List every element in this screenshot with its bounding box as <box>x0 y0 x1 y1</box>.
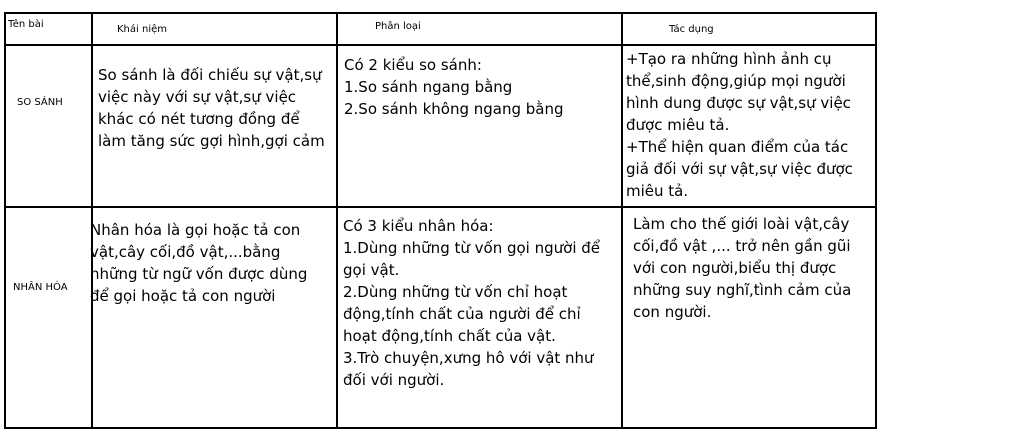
text-line: được miêu tả. <box>626 116 730 134</box>
row-divider <box>4 206 877 208</box>
text-line: Nhân hóa là gọi hoặc tả con <box>90 221 301 239</box>
table-bottom-border <box>4 427 877 429</box>
column-divider-2 <box>336 12 338 429</box>
text-line: giả đối với sự vật,sự việc được <box>626 160 853 178</box>
row-name-so-sanh: SO SÁNH <box>17 97 63 108</box>
header-khai-niem: Khái niệm <box>117 24 167 35</box>
so-sanh-classification <box>344 54 564 120</box>
text-line: gọi vật. <box>343 261 400 279</box>
text-line: cối,đồ vật ,... trở nên gần gũi <box>633 237 851 255</box>
text-line: những từ ngữ vốn được dùng <box>90 265 308 283</box>
text-line: Có 3 kiểu nhân hóa: <box>343 217 494 235</box>
header-ten-bai: Tên bài <box>8 19 44 30</box>
text-line: hình dung được sự vật,sự việc <box>626 94 851 112</box>
text-line: làm tăng sức gợi hình,gợi cảm <box>98 132 325 150</box>
text-line: Có 2 kiểu so sánh: <box>344 56 482 74</box>
table-left-border <box>4 12 6 429</box>
text-line: đối với người. <box>343 371 445 389</box>
so-sanh-effect <box>626 48 853 202</box>
text-line: +Thể hiện quan điểm của tác <box>626 138 849 156</box>
nhan-hoa-classification <box>343 215 600 391</box>
text-line: 1.Dùng những từ vốn gọi người để <box>343 239 600 257</box>
text-line: thể,sinh động,giúp mọi người <box>626 72 846 90</box>
table-top-border <box>4 12 877 14</box>
row-name-nhan-hoa: NHÂN HÓA <box>13 282 68 293</box>
text-line: +Tạo ra những hình ảnh cụ <box>626 50 832 68</box>
header-phan-loai: Phân loại <box>375 21 421 32</box>
text-line: Làm cho thế giới loài vật,cây <box>633 215 850 233</box>
text-line: với con người,biểu thị được <box>633 259 837 277</box>
text-line: việc này với sự vật,sự việc <box>98 88 297 106</box>
header-tac-dung: Tác dụng <box>669 24 714 35</box>
so-sanh-concept <box>98 64 325 152</box>
text-line: động,tính chất của người để chỉ <box>343 305 581 323</box>
column-divider-3 <box>621 12 623 429</box>
text-line: 3.Trò chuyện,xưng hô với vật như <box>343 349 594 367</box>
text-line: 2.So sánh không ngang bằng <box>344 100 564 118</box>
text-line: vật,cây cối,đồ vật,...bằng <box>90 243 281 261</box>
text-line: để gọi hoặc tả con người <box>90 287 276 305</box>
text-line: con người. <box>633 303 712 321</box>
nhan-hoa-effect <box>633 213 851 323</box>
text-line: 1.So sánh ngang bằng <box>344 78 513 96</box>
text-line: miêu tả. <box>626 182 689 200</box>
table-right-border <box>875 12 877 429</box>
text-line: hoạt động,tính chất của vật. <box>343 327 556 345</box>
text-line: So sánh là đối chiếu sự vật,sự <box>98 66 322 84</box>
text-line: khác có nét tương đồng để <box>98 110 300 128</box>
nhan-hoa-concept <box>90 219 307 307</box>
text-line: 2.Dùng những từ vốn chỉ hoạt <box>343 283 568 301</box>
header-bottom-border <box>4 44 877 46</box>
text-line: những suy nghĩ,tình cảm của <box>633 281 852 299</box>
